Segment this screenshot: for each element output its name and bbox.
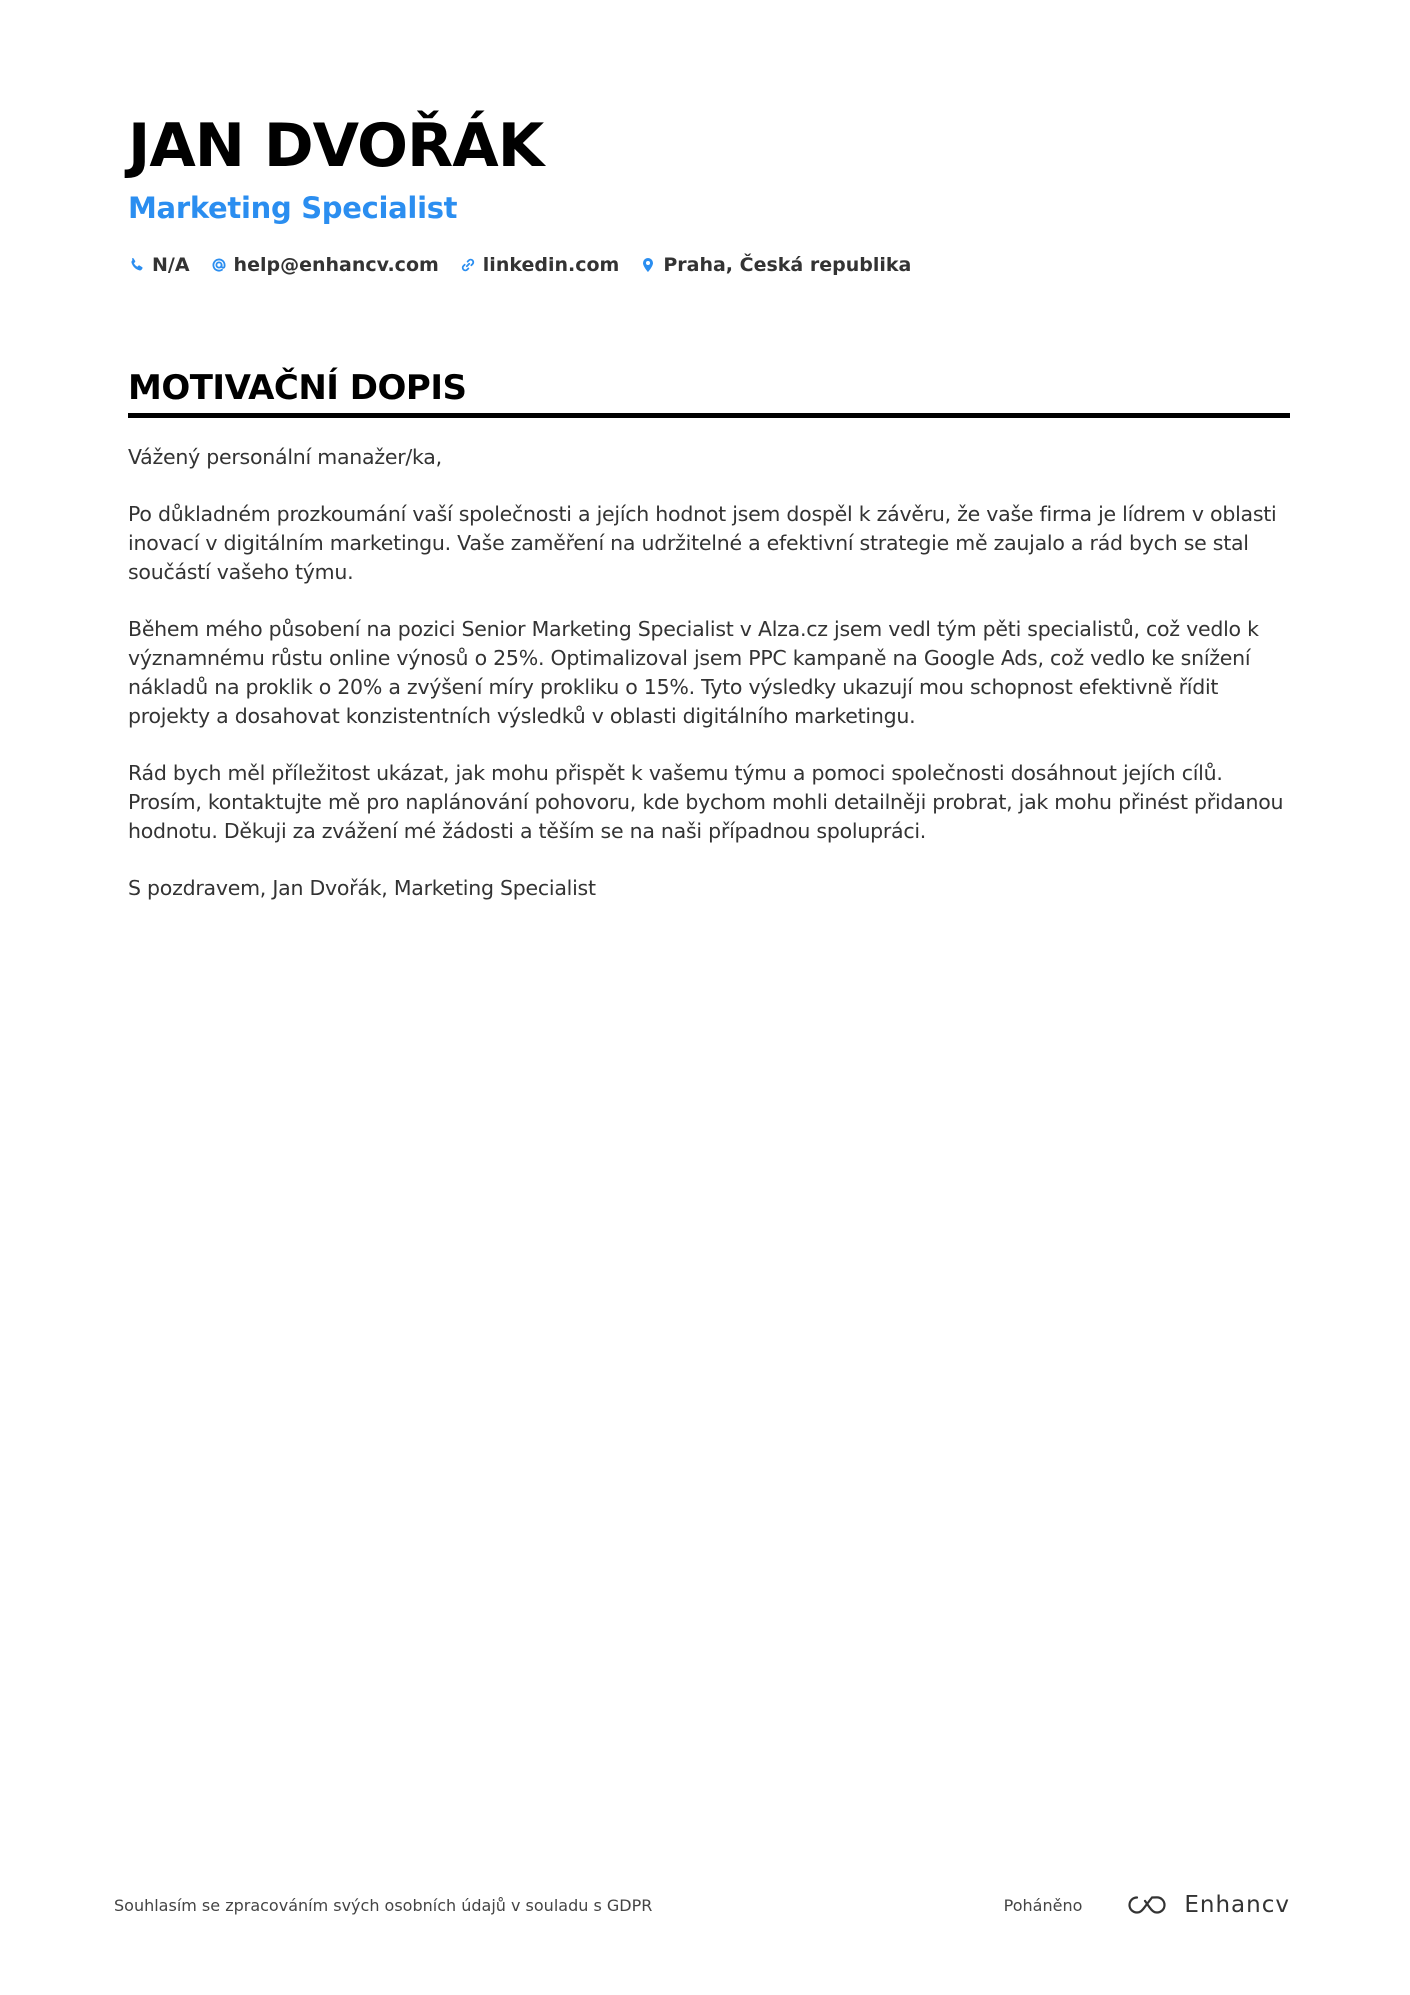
- contact-linkedin-text: linkedin.com: [482, 254, 620, 276]
- link-icon: [459, 256, 477, 274]
- section-divider: [128, 413, 1290, 418]
- brand-logo[interactable]: [1124, 1892, 1290, 1918]
- job-title: Marketing Specialist: [128, 191, 458, 225]
- gdpr-consent-text: Souhlasím se zpracováním svých osobních údajů v souladu s GDPR: [114, 1895, 653, 1915]
- letter-paragraph: Během mého působení na pozici Senior Marketing Specialist v Alza.cz jsem vedl tým pěti specialistů, což vedlo k významnému růstu online výnosů o 25%. Optimalizoval jsem PPC kampaně na Google Ads, což vedlo ke snížení nákladů na proklik o 20% a zvýšení míry prokliku o 15%. Tyto výsledky ukazují mou schopnost efektivně řídit projekty a dosahovat konzistentních výsledků v oblasti digitálního marketingu.: [128, 617, 1259, 728]
- powered-by-label: Poháněno: [1003, 1895, 1083, 1915]
- letter-paragraph: Po důkladném prozkoumání vaší společnosti a jejích hodnot jsem dospěl k závěru, že vaše firma je lídrem v oblasti inovací v digitálním marketingu. Vaše zaměření na udržitelné a efektivní strategie mě zaujalo a rád bych se stal součástí vašeho týmu.: [128, 502, 1277, 584]
- letter-closing: S pozdravem, Jan Dvořák, Marketing Specialist: [128, 876, 596, 900]
- contact-phone: [128, 254, 190, 276]
- candidate-name: JAN DVOŘÁK: [128, 111, 544, 181]
- letter-salutation: Vážený personální manažer/ka,: [128, 445, 442, 469]
- contact-linkedin[interactable]: [459, 254, 620, 276]
- contact-email-text: help@enhancv.com: [233, 254, 439, 276]
- header: [128, 108, 1288, 280]
- cover-letter-section: [128, 365, 1290, 931]
- location-pin-icon: [639, 256, 657, 274]
- letter-paragraph: Rád bych měl příležitost ukázat, jak mohu přispět k vašemu týmu a pomoci společnosti dosáhnout jejích cílů. Prosím, kontaktujte mě pro naplánování pohovoru, kde bychom mohli detailněji probrat, jak mohu přinést přidanou hodnotu. Děkuji za zvážení mé žádosti a těším se na naši případnou spolupráci.: [128, 761, 1284, 843]
- contact-location: [639, 254, 911, 276]
- contact-bar: [128, 250, 1288, 280]
- at-icon: [210, 256, 228, 274]
- contact-location-text: Praha, Česká republika: [663, 254, 912, 276]
- contact-phone-text: N/A: [152, 254, 190, 276]
- section-title: MOTIVAČNÍ DOPIS: [128, 368, 467, 408]
- enhancv-logo-icon: [1124, 1892, 1170, 1918]
- footer: [114, 1885, 1290, 1925]
- contact-email[interactable]: [210, 254, 439, 276]
- brand-name: Enhancv: [1184, 1892, 1290, 1918]
- phone-icon: [128, 256, 146, 274]
- letter-body: [128, 443, 1290, 903]
